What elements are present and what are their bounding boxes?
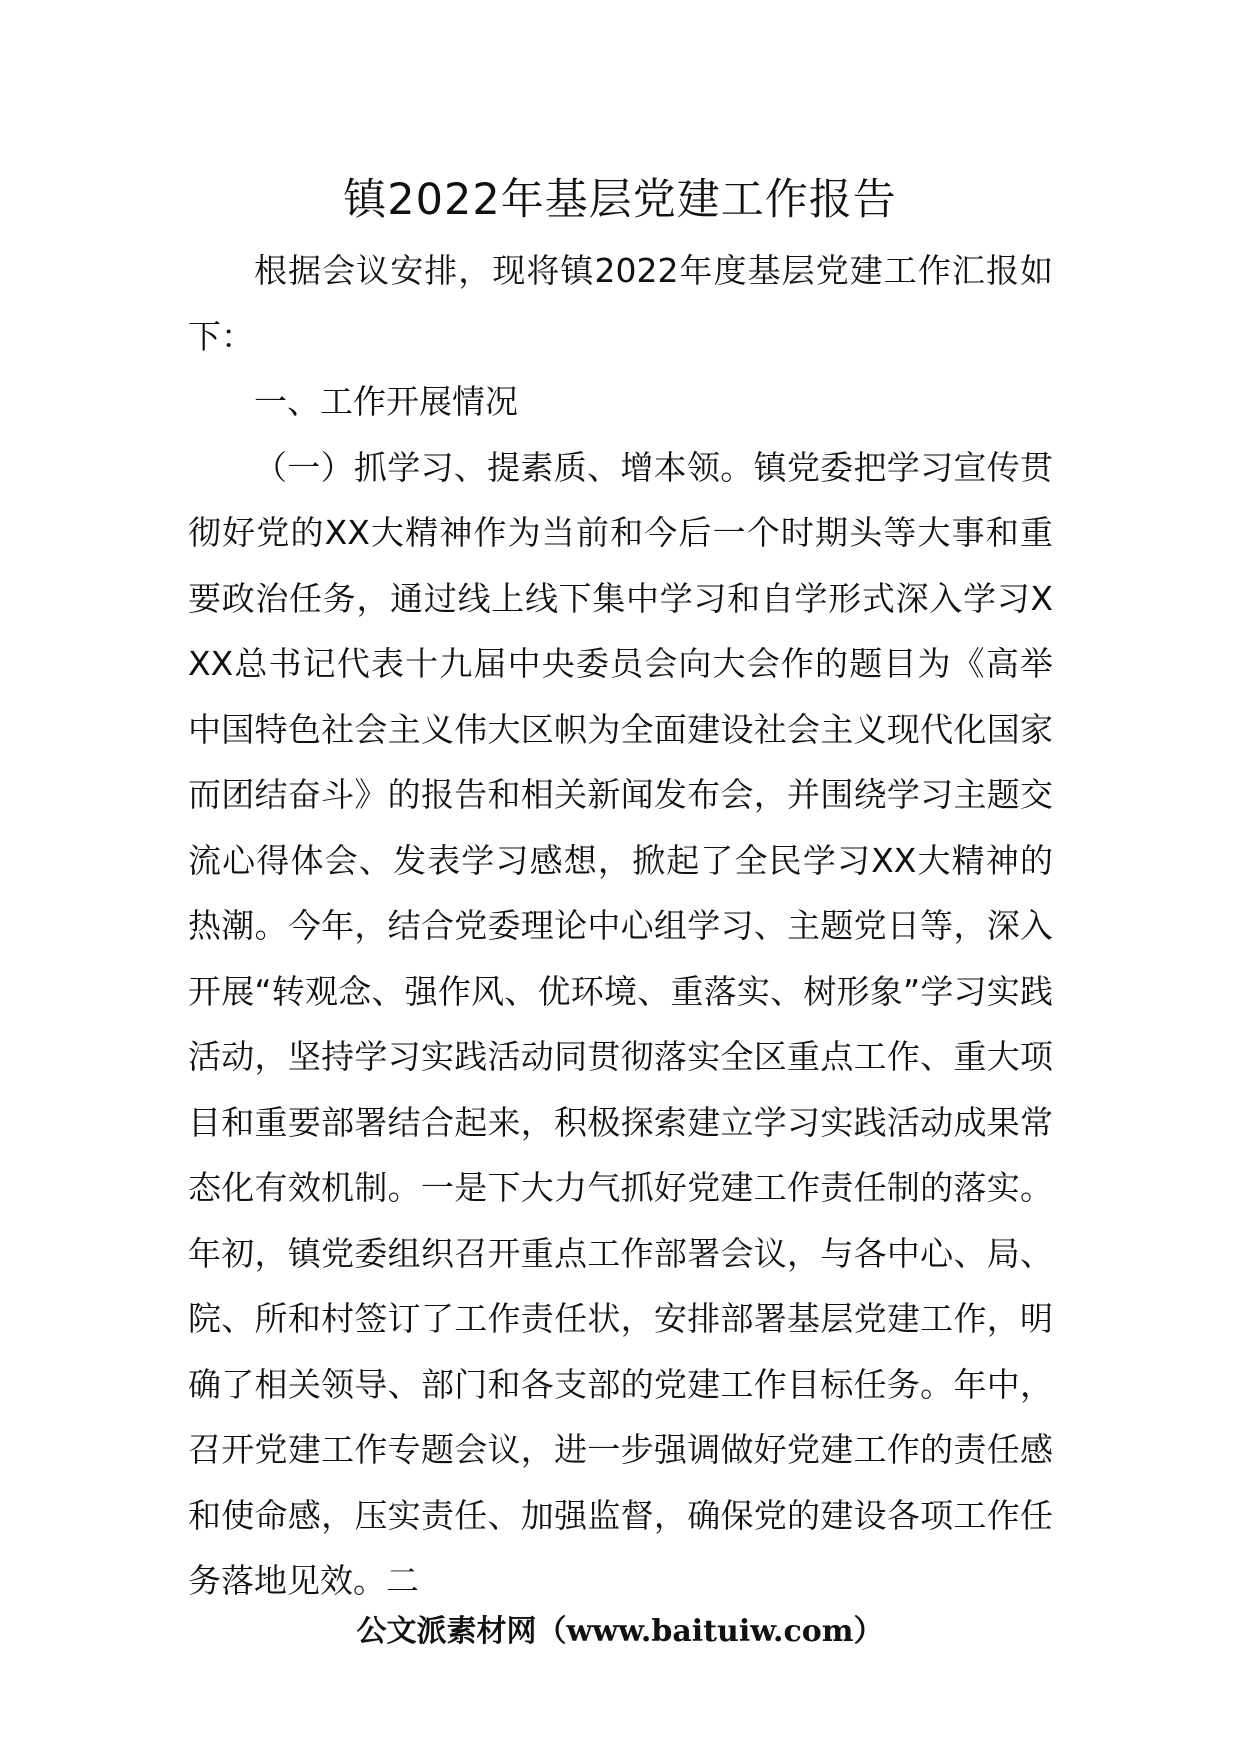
document-body xyxy=(188,238,1053,1614)
document-title: 镇2022年基层党建工作报告 xyxy=(343,175,897,225)
source-watermark: 公文派素材网（www.baituiw.com） xyxy=(356,1614,884,1649)
intro-paragraph: 根据会议安排，现将镇2022年度基层党建工作汇报如下： xyxy=(188,251,1053,356)
body-paragraph: （一）抓学习、提素质、增本领。镇党委把学习宣传贯彻好党的XX大精神作为当前和今后一个时期头等大事和重要政治任务，通过线上线下集中学习和自学形式深入学习XXX总书记代表十九届中央委员会向大会作的题目为《高举中国特色社会主义伟大区帜为全面建设社会主义现代化国家而团结奋斗》的报告和相关新闻发布会，并围绕学习主题交流心得体会、发表学习感想，掀起了全民学习XX大精神的热潮。今年，结合党委理论中心组学习、主题党日等，深入开展“转观念、强作风、优环境、重落实、树形象”学习实践活动，坚持学习实践活动同贯彻落实全区重点工作、重大项目和重要部署结合起来，积极探索建立学习实践活动成果常态化有效机制。一是下大力气抓好党建工作责任制的落实。年初，镇党委组织召开重点工作部署会议，与各中心、局、院、所和村签订了工作责任状，安排部署基层党建工作，明确了相关领导、部门和各支部的党建工作目标任务。年中，召开党建工作专题会议，进一步强调做好党建工作的责任感和使命感，压实责任、加强监督，确保党的建设各项工作任务落地见效。二 xyxy=(188,447,1053,1600)
section-heading: 一、工作开展情况 xyxy=(254,382,518,421)
